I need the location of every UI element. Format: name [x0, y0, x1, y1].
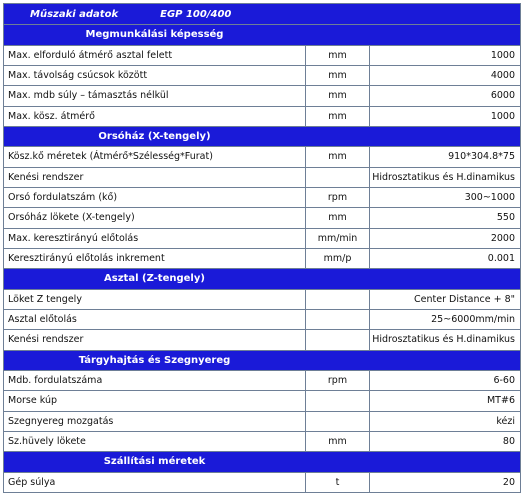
- table-row: [4, 370, 520, 390]
- spec-unit: t: [305, 473, 369, 492]
- spec-value: 300~1000: [369, 188, 520, 207]
- table-row: [4, 187, 520, 207]
- table-row: [4, 167, 520, 187]
- spec-label: Max. mdb súly – támasztás nélkül: [8, 90, 169, 102]
- spec-label: Orsóház lökete (X-tengely): [8, 212, 135, 224]
- table-row: [4, 309, 520, 329]
- spec-value: MT#6: [369, 391, 520, 410]
- spec-label: Gép súlya: [8, 476, 56, 488]
- section-title: Megmunkálási képesség: [85, 29, 224, 41]
- section-title: Szállítási méretek: [103, 456, 206, 468]
- table-row: [4, 289, 520, 309]
- section-header: [4, 350, 520, 370]
- spec-value: 910*304.8*75: [369, 147, 520, 166]
- table-row: [4, 329, 520, 349]
- table-row: [4, 207, 520, 227]
- table-title-bar: [4, 4, 520, 24]
- spec-unit: mm: [305, 66, 369, 85]
- spec-unit: [305, 412, 369, 431]
- spec-value: Center Distance + 8": [369, 290, 520, 309]
- spec-unit: rpm: [305, 188, 369, 207]
- spec-label: Szegnyereg mozgatás: [8, 415, 114, 427]
- spec-value: 4000: [369, 66, 520, 85]
- table-row: [4, 106, 520, 126]
- table-row: [4, 65, 520, 85]
- spec-unit: mm: [305, 46, 369, 65]
- spec-unit: mm/p: [305, 249, 369, 268]
- spec-label: Kenési rendszer: [8, 334, 84, 346]
- spec-unit: [305, 330, 369, 349]
- spec-label: Löket Z tengely: [8, 293, 82, 305]
- spec-unit: mm: [305, 208, 369, 227]
- spec-value: kézi: [369, 412, 520, 431]
- spec-unit: [305, 290, 369, 309]
- spec-value: 1000: [369, 107, 520, 126]
- spec-unit: [305, 168, 369, 187]
- table-title: Műszaki adatok: [30, 8, 119, 20]
- spec-unit: mm: [305, 86, 369, 105]
- table-row: [4, 411, 520, 431]
- table-row: [4, 146, 520, 166]
- spec-label: Max. távolság csúcsok között: [8, 70, 148, 82]
- spec-label: Kösz.kő méretek (Átmérő*Szélesség*Furat): [8, 151, 213, 163]
- spec-unit: mm/min: [305, 229, 369, 248]
- spec-label: Kenési rendszer: [8, 171, 84, 183]
- spec-value: 25~6000mm/min: [369, 310, 520, 329]
- table-row: [4, 390, 520, 410]
- spec-value: 2000: [369, 229, 520, 248]
- section-header: [4, 126, 520, 146]
- spec-label: Morse kúp: [8, 395, 57, 407]
- spec-label: Max. kösz. átmérő: [8, 110, 95, 122]
- spec-label: Asztal előtolás: [8, 314, 77, 326]
- spec-value: 80: [369, 432, 520, 451]
- spec-table: [3, 3, 521, 493]
- table-row: [4, 472, 520, 492]
- spec-value: 6-60: [369, 371, 520, 390]
- table-row: [4, 85, 520, 105]
- spec-label: Max. keresztirányú előtolás: [8, 232, 139, 244]
- spec-value: Hidrosztatikus és H.dinamikus: [369, 168, 520, 187]
- table-row: [4, 45, 520, 65]
- model-name: EGP 100/400: [160, 8, 232, 20]
- section-title: Asztal (Z-tengely): [104, 273, 205, 285]
- spec-unit: mm: [305, 107, 369, 126]
- spec-label: Sz.hüvely lökete: [8, 436, 86, 448]
- table-row: [4, 228, 520, 248]
- spec-value: 550: [369, 208, 520, 227]
- spec-unit: [305, 391, 369, 410]
- spec-unit: mm: [305, 432, 369, 451]
- spec-label: Mdb. fordulatszáma: [8, 375, 103, 387]
- spec-value: Hidrosztatikus és H.dinamikus: [369, 330, 520, 349]
- spec-label: Keresztirányú előtolás inkrement: [8, 253, 165, 265]
- section-header: [4, 24, 520, 44]
- spec-unit: mm: [305, 147, 369, 166]
- spec-value: 0.001: [369, 249, 520, 268]
- spec-value: 1000: [369, 46, 520, 65]
- section-title: Tárgyhajtás és Szegnyereg: [78, 354, 231, 366]
- spec-value: 20: [369, 473, 520, 492]
- section-header: [4, 268, 520, 288]
- table-row: [4, 431, 520, 451]
- spec-unit: rpm: [305, 371, 369, 390]
- spec-label: Orsó fordulatszám (kő): [8, 192, 118, 204]
- spec-value: 6000: [369, 86, 520, 105]
- spec-label: Max. elforduló átmérő asztal felett: [8, 49, 173, 61]
- section-title: Orsóház (X-tengely): [98, 131, 211, 143]
- section-header: [4, 451, 520, 471]
- spec-unit: [305, 310, 369, 329]
- table-row: [4, 248, 520, 268]
